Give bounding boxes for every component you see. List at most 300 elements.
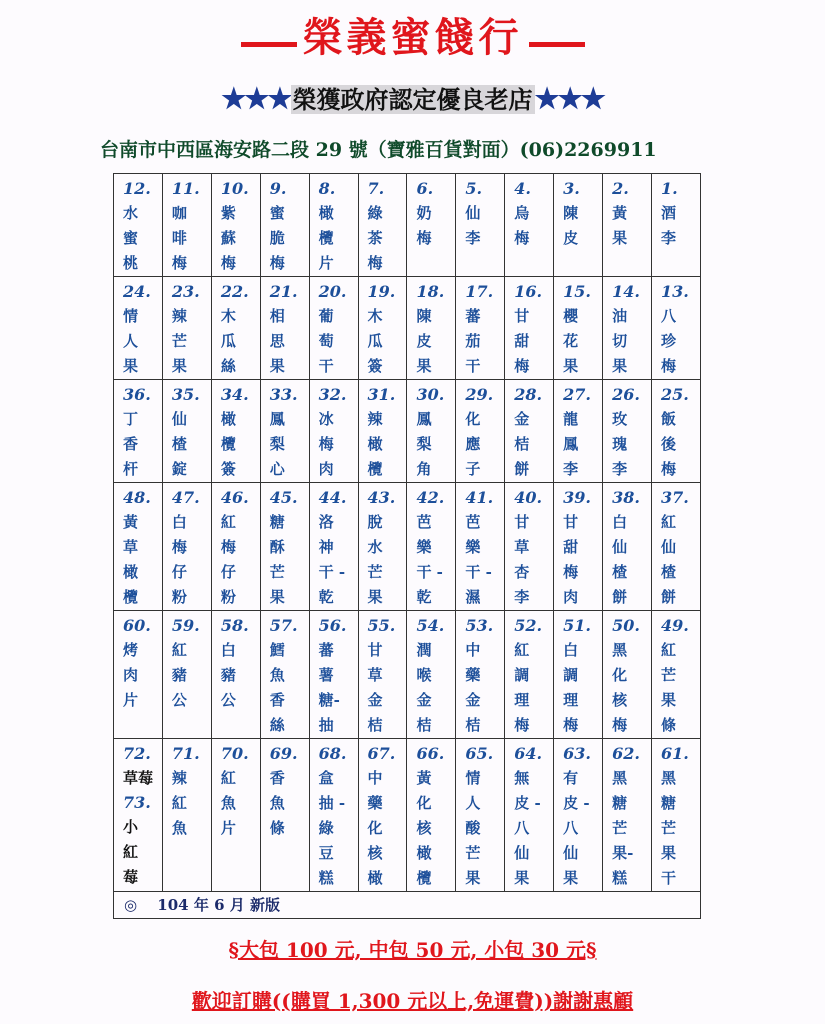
product-name-char: 豬 bbox=[220, 666, 236, 684]
product-number: 60. bbox=[123, 616, 151, 635]
product-name-char: 仙 bbox=[563, 844, 579, 862]
product-name-char: 梅 bbox=[612, 716, 628, 734]
product-name-char: 辣 bbox=[171, 769, 187, 787]
product-cell bbox=[651, 611, 700, 739]
product-name-char: 餅 bbox=[660, 588, 676, 606]
product-name-char: 奶 bbox=[416, 204, 432, 222]
product-name-char: 糕 bbox=[318, 869, 334, 887]
product-name-char: 仙 bbox=[660, 538, 676, 556]
product-name-char: 水 bbox=[123, 204, 139, 222]
product-cell bbox=[407, 483, 456, 611]
product-number: 43. bbox=[367, 488, 396, 507]
product-cell bbox=[456, 174, 505, 277]
product-cell bbox=[603, 611, 652, 739]
product-cell bbox=[554, 277, 603, 380]
product-name-char: 橄 bbox=[220, 410, 236, 428]
product-name-char: 蕃 bbox=[465, 307, 481, 325]
product-name-char: 調 bbox=[563, 666, 579, 684]
product-cell bbox=[603, 483, 652, 611]
product-name-char: 飯 bbox=[660, 410, 676, 428]
product-name-char: 果 bbox=[514, 869, 530, 887]
product-number: 53. bbox=[465, 616, 494, 635]
product-name-char: 陳 bbox=[416, 307, 432, 325]
product-number: 40. bbox=[514, 488, 543, 507]
product-name-char: 糕 bbox=[612, 869, 628, 887]
product-name-char: 公 bbox=[171, 691, 187, 709]
product-name-char: 絲 bbox=[269, 716, 285, 734]
product-name-char: 莓 bbox=[123, 868, 139, 886]
product-name-char: 香 bbox=[123, 435, 139, 453]
product-name-char: 脆 bbox=[269, 229, 285, 247]
product-name-char: 干 - bbox=[465, 563, 492, 581]
product-number: 61. bbox=[660, 744, 689, 763]
product-cell bbox=[114, 174, 163, 277]
product-name-char: 梅 bbox=[171, 538, 187, 556]
product-number: 24. bbox=[123, 282, 151, 301]
product-name-char: 餅 bbox=[612, 588, 628, 606]
product-name-char: 白 bbox=[563, 641, 579, 659]
product-name-char: 梅 bbox=[220, 254, 236, 272]
product-cell bbox=[554, 174, 603, 277]
product-name-char: 梅 bbox=[318, 435, 334, 453]
edition-note: ◎ 104 年 6 月 新版 bbox=[114, 892, 701, 919]
product-name-char: 理 bbox=[514, 691, 530, 709]
product-name-char: 情 bbox=[465, 769, 481, 787]
product-name-char: 核 bbox=[612, 691, 628, 709]
product-name-char: 冰 bbox=[318, 410, 334, 428]
product-number: 3. bbox=[563, 179, 580, 198]
product-name-char: 絲 bbox=[220, 357, 236, 375]
product-number: 30. bbox=[416, 385, 445, 404]
product-cell bbox=[554, 611, 603, 739]
product-name-char: 橄 bbox=[318, 204, 334, 222]
product-cell bbox=[114, 277, 163, 380]
product-cell bbox=[651, 277, 700, 380]
product-number: 16. bbox=[514, 282, 543, 301]
product-name-char: 思 bbox=[269, 332, 285, 350]
product-name-char: 李 bbox=[660, 229, 676, 247]
product-name-char: 杆 bbox=[123, 460, 139, 478]
product-name-char: 烏 bbox=[514, 204, 530, 222]
price-info: §大包 100 元, 中包 50 元, 小包 30 元§ bbox=[228, 938, 597, 962]
product-number: 44. bbox=[318, 488, 347, 507]
product-name-char: 欖 bbox=[123, 588, 139, 606]
product-cell bbox=[603, 380, 652, 483]
product-name-char: 化 bbox=[465, 410, 481, 428]
product-name-char: 芒 bbox=[367, 563, 383, 581]
product-number: 11. bbox=[171, 179, 200, 198]
product-name-char: 中 bbox=[367, 769, 383, 787]
product-name-char: 八 bbox=[514, 819, 530, 837]
product-name-char: 片 bbox=[220, 819, 236, 837]
stars-right: ★★★ bbox=[534, 82, 604, 115]
product-name-char: 芭 bbox=[416, 513, 432, 531]
product-name-char: 後 bbox=[660, 435, 676, 453]
product-name-char: 梅 bbox=[563, 563, 579, 581]
product-name-char: 楂 bbox=[171, 435, 187, 453]
product-cell bbox=[651, 380, 700, 483]
product-name-char: 梅 bbox=[367, 254, 383, 272]
product-cell bbox=[260, 380, 309, 483]
product-name-char: 粉 bbox=[171, 588, 187, 606]
product-name-char: 切 bbox=[612, 332, 628, 350]
product-name-char: 甘 bbox=[367, 641, 383, 659]
product-number: 72. bbox=[123, 744, 151, 763]
product-number: 18. bbox=[416, 282, 445, 301]
product-number: 33. bbox=[269, 385, 298, 404]
product-name-char: 干 - bbox=[416, 563, 443, 581]
product-cell bbox=[211, 174, 260, 277]
product-cell bbox=[603, 277, 652, 380]
product-number: 27. bbox=[563, 385, 591, 404]
product-number: 15. bbox=[563, 282, 591, 301]
product-cell bbox=[407, 739, 456, 892]
product-name-char: 草 bbox=[123, 538, 139, 556]
product-number: 51. bbox=[563, 616, 591, 635]
product-name-char: 李 bbox=[612, 460, 628, 478]
product-number: 4. bbox=[514, 179, 531, 198]
shop-title bbox=[0, 6, 825, 63]
product-name-char: 果 bbox=[269, 588, 285, 606]
product-name-char: 紅 bbox=[660, 513, 676, 531]
product-name-char: 桔 bbox=[416, 716, 432, 734]
product-cell bbox=[505, 739, 554, 892]
product-number: 69. bbox=[269, 744, 298, 763]
product-name-char: 簽 bbox=[367, 357, 383, 375]
product-number: 54. bbox=[416, 616, 445, 635]
product-cell bbox=[260, 174, 309, 277]
product-name-char: 果 bbox=[660, 844, 676, 862]
product-name-char: 有 bbox=[563, 769, 579, 787]
product-number: 65. bbox=[465, 744, 494, 763]
product-name-char: 綠 bbox=[318, 819, 334, 837]
product-name-char: 玫 bbox=[612, 410, 628, 428]
product-cell bbox=[309, 739, 358, 892]
product-name-char: 藥 bbox=[465, 666, 481, 684]
product-name-char: 李 bbox=[563, 460, 579, 478]
product-number: 26. bbox=[612, 385, 640, 404]
table-row bbox=[114, 380, 701, 483]
product-cell bbox=[456, 483, 505, 611]
product-name-char: 無 bbox=[514, 769, 530, 787]
product-name-char: 香 bbox=[269, 769, 285, 787]
product-name-char: 金 bbox=[367, 691, 383, 709]
product-name-char: 桔 bbox=[514, 435, 530, 453]
product-name-char: 心 bbox=[269, 460, 285, 478]
product-name-char: 果 bbox=[612, 229, 628, 247]
product-name-char: 白 bbox=[612, 513, 628, 531]
product-cell bbox=[211, 739, 260, 892]
product-cell bbox=[309, 483, 358, 611]
product-cell bbox=[162, 483, 211, 611]
product-name-char: 草 bbox=[514, 538, 530, 556]
product-number: 47. bbox=[171, 488, 200, 507]
product-name-char: 欖 bbox=[318, 229, 334, 247]
stars-left: ★★★ bbox=[221, 82, 291, 115]
product-number: 23. bbox=[171, 282, 200, 301]
product-cell bbox=[358, 483, 407, 611]
table-row bbox=[114, 611, 701, 739]
product-name-char: 梅 bbox=[660, 357, 676, 375]
product-name-char: 陳 bbox=[563, 204, 579, 222]
product-name-char: 梅 bbox=[269, 254, 285, 272]
product-name-char: 人 bbox=[465, 794, 481, 812]
product-number: 63. bbox=[563, 744, 591, 763]
product-number: 41. bbox=[465, 488, 494, 507]
product-number: 42. bbox=[416, 488, 445, 507]
product-name-char: 鳳 bbox=[563, 435, 579, 453]
product-number: 49. bbox=[660, 616, 689, 635]
product-name-char: 梨 bbox=[269, 435, 285, 453]
product-cell bbox=[505, 277, 554, 380]
product-number: 35. bbox=[171, 385, 200, 404]
product-name-char: 果- bbox=[612, 844, 634, 862]
product-cell bbox=[114, 739, 163, 892]
product-name-char: 花 bbox=[563, 332, 579, 350]
product-cell bbox=[260, 277, 309, 380]
product-name-char: 葡 bbox=[318, 307, 334, 325]
product-name-char: 錠 bbox=[171, 460, 187, 478]
product-name-char: 芭 bbox=[465, 513, 481, 531]
product-name-char: 73. bbox=[123, 793, 151, 812]
product-name-char: 仙 bbox=[465, 204, 481, 222]
product-name-char: 肉 bbox=[563, 588, 579, 606]
product-name-char: 核 bbox=[367, 844, 383, 862]
product-cell bbox=[505, 174, 554, 277]
product-cell bbox=[358, 380, 407, 483]
product-name-char: 中 bbox=[465, 641, 481, 659]
product-name-char: 小 bbox=[123, 818, 139, 836]
product-name-char: 樂 bbox=[416, 538, 432, 556]
product-cell bbox=[358, 174, 407, 277]
table-row bbox=[114, 174, 701, 277]
product-name-char: 豬 bbox=[171, 666, 187, 684]
product-number: 64. bbox=[514, 744, 543, 763]
product-name-char: 條 bbox=[660, 716, 676, 734]
product-name-char: 乾 bbox=[318, 588, 334, 606]
product-number: 39. bbox=[563, 488, 591, 507]
product-cell bbox=[554, 739, 603, 892]
product-name-char: 烤 bbox=[123, 641, 139, 659]
product-cell bbox=[603, 739, 652, 892]
product-number: 48. bbox=[123, 488, 151, 507]
product-name-char: 欖 bbox=[416, 869, 432, 887]
product-name-char: 梅 bbox=[563, 716, 579, 734]
product-number: 58. bbox=[220, 616, 249, 635]
product-name-char: 糖 bbox=[612, 794, 628, 812]
award-text: 榮獲政府認定優良老店 bbox=[292, 85, 533, 114]
product-cell bbox=[260, 483, 309, 611]
product-cell bbox=[162, 380, 211, 483]
product-cell bbox=[260, 739, 309, 892]
product-name-char: 糖 bbox=[269, 513, 285, 531]
product-name-char: 仙 bbox=[171, 410, 187, 428]
product-name-char: 甘 bbox=[514, 513, 530, 531]
product-number: 52. bbox=[514, 616, 543, 635]
product-name-char: 黑 bbox=[660, 769, 676, 787]
product-name-char: 金 bbox=[465, 691, 481, 709]
product-name-char: 酥 bbox=[269, 538, 285, 556]
product-cell bbox=[407, 277, 456, 380]
product-name-char: 橄 bbox=[123, 563, 139, 581]
product-name-char: 紅 bbox=[660, 641, 676, 659]
product-name-char: 干 bbox=[465, 357, 481, 375]
product-cell bbox=[358, 611, 407, 739]
product-name-char: 梅 bbox=[514, 357, 530, 375]
product-name-char: 酸 bbox=[465, 819, 481, 837]
product-name-char: 萄 bbox=[318, 332, 334, 350]
product-name-char: 橄 bbox=[416, 844, 432, 862]
product-name-char: 甜 bbox=[563, 538, 579, 556]
product-number: 1. bbox=[660, 179, 678, 198]
product-name-char: 干 bbox=[318, 357, 334, 375]
address: 台南市中西區海安路二段 29 號（寶雅百貨對面）(06)2269911 bbox=[100, 139, 657, 161]
product-name-char: 金 bbox=[416, 691, 432, 709]
product-cell bbox=[505, 483, 554, 611]
product-name-char: 濕 bbox=[465, 588, 481, 606]
product-cell bbox=[505, 611, 554, 739]
product-name-char: 皮 - bbox=[563, 794, 590, 812]
product-name-char: 糖 bbox=[660, 794, 676, 812]
product-name-char: 潤 bbox=[416, 641, 432, 659]
product-name-char: 木 bbox=[367, 307, 383, 325]
product-number: 25. bbox=[660, 385, 689, 404]
product-name-char: 仙 bbox=[612, 538, 628, 556]
product-name-char: 楂 bbox=[612, 563, 628, 581]
product-name-char: 片 bbox=[123, 691, 139, 709]
product-name-char: 粉 bbox=[220, 588, 236, 606]
product-name-char: 魚 bbox=[220, 794, 236, 812]
product-cell bbox=[309, 611, 358, 739]
product-name-char: 桃 bbox=[123, 254, 139, 272]
product-cell bbox=[162, 277, 211, 380]
product-cell bbox=[651, 483, 700, 611]
product-number: 37. bbox=[660, 488, 689, 507]
product-name-char: 化 bbox=[612, 666, 628, 684]
product-name-char: 皮 bbox=[563, 229, 579, 247]
product-name-char: 黃 bbox=[612, 204, 628, 222]
product-number: 12. bbox=[123, 179, 151, 198]
product-cell bbox=[309, 174, 358, 277]
product-name-char: 人 bbox=[123, 332, 139, 350]
product-name-char: 仙 bbox=[514, 844, 530, 862]
product-name-char: 水 bbox=[367, 538, 383, 556]
product-name-char: 情 bbox=[123, 307, 139, 325]
product-cell bbox=[407, 611, 456, 739]
product-name-char: 李 bbox=[465, 229, 481, 247]
table-row bbox=[114, 277, 701, 380]
product-table bbox=[113, 173, 701, 919]
product-number: 36. bbox=[123, 385, 151, 404]
product-name-char: 果 bbox=[612, 357, 628, 375]
product-name-char: 藥 bbox=[367, 794, 383, 812]
product-name-char: 紅 bbox=[220, 513, 236, 531]
product-name-char: 蘇 bbox=[220, 229, 236, 247]
product-name-char: 香 bbox=[269, 691, 285, 709]
product-number: 46. bbox=[220, 488, 249, 507]
product-cell bbox=[114, 611, 163, 739]
product-name-char: 薯 bbox=[318, 666, 334, 684]
product-name-char: 鳳 bbox=[416, 410, 432, 428]
product-name-char: 乾 bbox=[416, 588, 432, 606]
product-cell bbox=[456, 739, 505, 892]
product-name-char: 魚 bbox=[171, 819, 187, 837]
product-number: 56. bbox=[318, 616, 347, 635]
product-number: 70. bbox=[220, 744, 249, 763]
product-name-char: 瓜 bbox=[220, 332, 236, 350]
product-cell bbox=[407, 380, 456, 483]
product-name-char: 橄 bbox=[367, 435, 383, 453]
product-name-char: 芒 bbox=[171, 332, 187, 350]
product-name-char: 紅 bbox=[514, 641, 530, 659]
product-name-char: 果 bbox=[660, 691, 676, 709]
product-name-char: 啡 bbox=[171, 229, 187, 247]
product-name-char: 金 bbox=[514, 410, 530, 428]
product-number: 29. bbox=[465, 385, 494, 404]
product-number: 5. bbox=[465, 179, 483, 198]
product-name-char: 八 bbox=[563, 819, 579, 837]
product-name-char: 果 bbox=[465, 869, 481, 887]
product-name-char: 白 bbox=[171, 513, 187, 531]
product-name-char: 黃 bbox=[123, 513, 139, 531]
product-name-char: 梅 bbox=[220, 538, 236, 556]
product-cell bbox=[456, 380, 505, 483]
product-name-char: 酒 bbox=[660, 204, 676, 222]
product-number: 17. bbox=[465, 282, 494, 301]
product-name-char: 公 bbox=[220, 691, 236, 709]
product-cell bbox=[554, 380, 603, 483]
product-number: 10. bbox=[220, 179, 249, 198]
product-number: 34. bbox=[220, 385, 249, 404]
product-name-char: 果 bbox=[171, 357, 187, 375]
product-cell bbox=[162, 174, 211, 277]
product-name-char: 橄 bbox=[367, 869, 383, 887]
product-name-char: 茶 bbox=[367, 229, 383, 247]
product-name-char: 草 bbox=[367, 666, 383, 684]
product-name-char: 餅 bbox=[514, 460, 530, 478]
product-name-char: 肉 bbox=[318, 460, 334, 478]
product-name-char: 梅 bbox=[660, 460, 676, 478]
product-name-char: 欖 bbox=[367, 460, 383, 478]
product-name-char: 果 bbox=[563, 357, 579, 375]
product-name-char: 果 bbox=[123, 357, 139, 375]
product-name-char: 化 bbox=[367, 819, 383, 837]
product-cell bbox=[358, 277, 407, 380]
product-name-char: 櫻 bbox=[563, 307, 579, 325]
product-number: 13. bbox=[660, 282, 689, 301]
product-name-char: 子 bbox=[465, 460, 481, 478]
product-name-char: 梅 bbox=[171, 254, 187, 272]
product-cell bbox=[162, 611, 211, 739]
product-number: 57. bbox=[269, 616, 298, 635]
product-name-char: 梅 bbox=[416, 229, 432, 247]
product-name-char: 紅 bbox=[171, 641, 187, 659]
footer-row bbox=[114, 892, 701, 919]
product-number: 62. bbox=[612, 744, 640, 763]
product-name-char: 紫 bbox=[220, 204, 236, 222]
product-name-char: 梅 bbox=[514, 229, 530, 247]
product-name-char: 盒 bbox=[318, 769, 334, 787]
product-cell bbox=[114, 483, 163, 611]
product-name-char: 白 bbox=[220, 641, 236, 659]
product-name-char: 樂 bbox=[465, 538, 481, 556]
product-number: 7. bbox=[367, 179, 385, 198]
product-name-char: 辣 bbox=[171, 307, 187, 325]
product-name-char: 珍 bbox=[660, 332, 676, 350]
product-name-char: 仔 bbox=[220, 563, 236, 581]
product-name-char: 甘 bbox=[563, 513, 579, 531]
product-name-char: 皮 bbox=[416, 332, 432, 350]
